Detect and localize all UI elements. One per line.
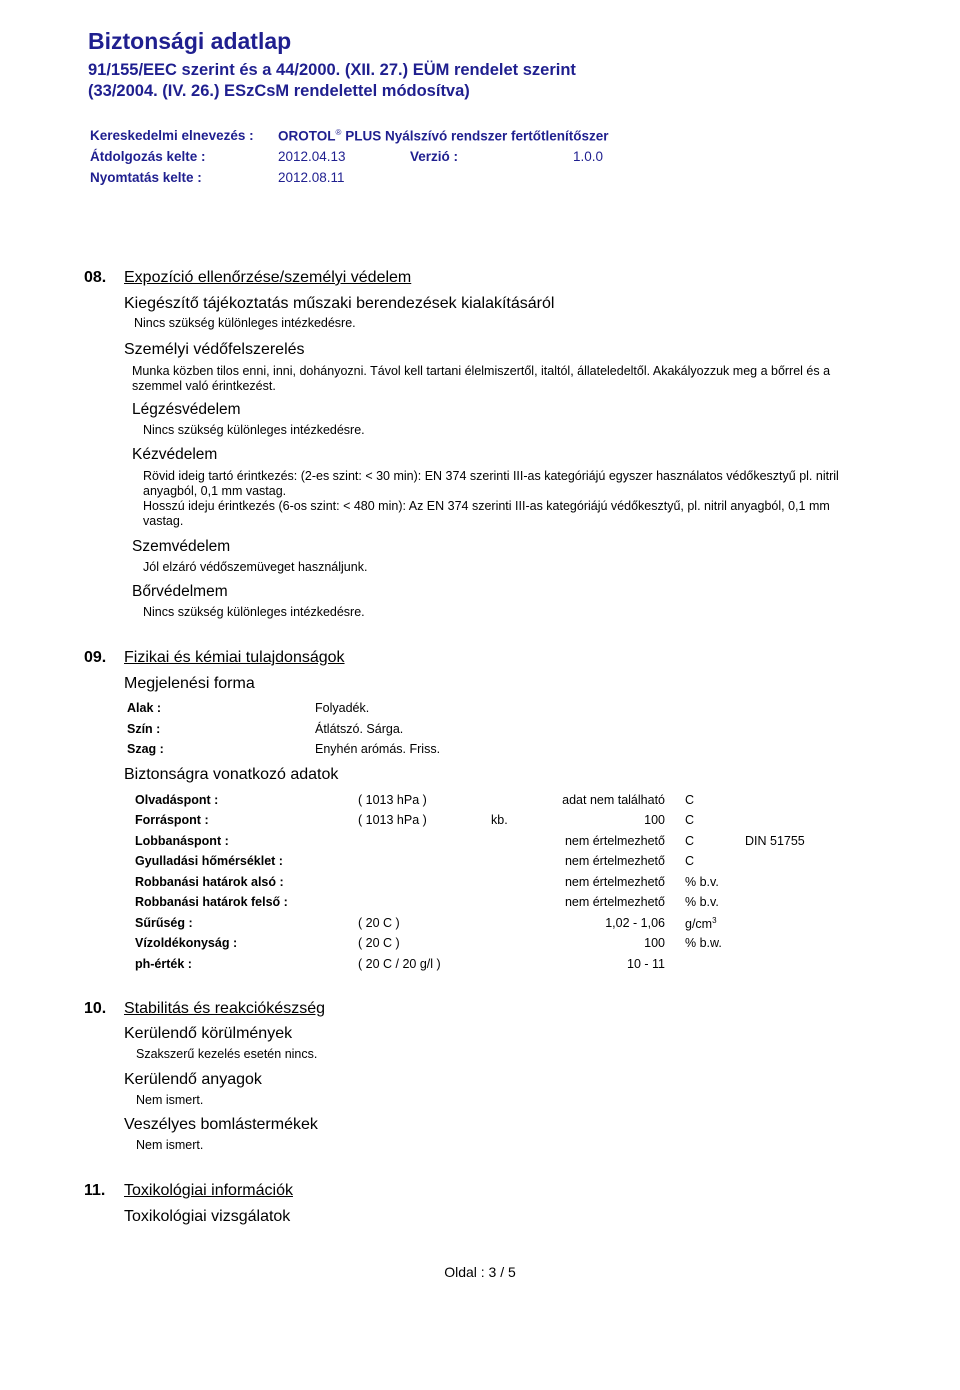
property-condition: ( 1013 hPa ) bbox=[358, 813, 427, 827]
color-label: Szín : bbox=[127, 722, 161, 736]
property-condition: ( 20 C ) bbox=[358, 916, 400, 930]
respiratory-heading: Légzésvédelem bbox=[132, 401, 241, 418]
trade-name-part2: PLUS Nyálszívó rendszer fertőtlenítőszer bbox=[345, 128, 609, 144]
engineering-text: Nincs szükség különleges intézkedésre. bbox=[134, 316, 356, 330]
conditions-text: Szakszerű kezelés esetén nincs. bbox=[136, 1047, 318, 1061]
print-date-label: Nyomtatás kelte : bbox=[90, 170, 202, 185]
engineering-heading: Kiegészítő tájékoztatás műszaki berendezések kialakításáról bbox=[124, 295, 555, 312]
regulation-line-1: 91/155/EEC szerint és a 44/2000. (XII. 27.) EÜM rendelet szerint bbox=[88, 61, 576, 79]
property-unit: % b.w. bbox=[685, 936, 722, 950]
page-separator: / bbox=[500, 1264, 505, 1280]
trade-name-part1: OROTOL bbox=[278, 128, 336, 144]
hand-text-short: Rövid ideig tartó érintkezés: (2-es szint: < 30 min): EN 374 szerinti III-as kategóriájú egyszer használatos védőkesztyű pl. nitril anyagból, 0,1 mm vastag. bbox=[143, 469, 839, 498]
color-value: Átlátszó. Sárga. bbox=[315, 722, 404, 736]
density-unit: g/cm bbox=[685, 917, 713, 932]
property-label: Sűrűség : bbox=[135, 916, 193, 930]
document-title: Biztonsági adatlap bbox=[88, 28, 292, 54]
property-unit: C bbox=[685, 834, 695, 848]
form-label: Alak : bbox=[127, 701, 162, 715]
property-value: 1,02 - 1,06 bbox=[605, 916, 665, 930]
eye-text: Jól elzáró védőszemüveget használjunk. bbox=[143, 560, 368, 574]
section-10-title: Stabilitás és reakciókészség bbox=[124, 1000, 325, 1017]
property-label: ph-érték : bbox=[135, 957, 192, 971]
property-value: adat nem található bbox=[562, 793, 665, 807]
materials-heading: Kerülendő anyagok bbox=[124, 1071, 262, 1088]
materials-text: Nem ismert. bbox=[136, 1093, 204, 1107]
trade-name-value bbox=[278, 128, 609, 144]
property-condition: ( 20 C ) bbox=[358, 936, 400, 950]
revision-date-value: 2012.04.13 bbox=[278, 149, 346, 164]
registered-mark: ® bbox=[335, 128, 342, 137]
page-footer bbox=[0, 1264, 960, 1280]
print-date-value: 2012.08.11 bbox=[278, 170, 345, 185]
decomposition-text: Nem ismert. bbox=[136, 1138, 204, 1152]
page-total: 5 bbox=[508, 1264, 516, 1280]
property-label: Robbanási határok alsó : bbox=[135, 875, 284, 889]
section-09-title: Fizikai és kémiai tulajdonságok bbox=[124, 649, 345, 666]
property-value: 100 bbox=[644, 813, 665, 827]
property-method: DIN 51755 bbox=[745, 834, 805, 848]
section-11-number: 11. bbox=[84, 1182, 106, 1199]
property-label: Vízoldékonyság : bbox=[135, 936, 238, 950]
revision-date-label: Átdolgozás kelte : bbox=[90, 149, 206, 164]
property-unit bbox=[685, 916, 717, 931]
property-value: 100 bbox=[644, 936, 665, 950]
section-11-title: Toxikológiai információk bbox=[124, 1182, 293, 1199]
hand-heading: Kézvédelem bbox=[132, 446, 218, 463]
section-08-title: Expozíció ellenőrzése/személyi védelem bbox=[124, 269, 412, 286]
property-unit: C bbox=[685, 813, 695, 827]
conditions-heading: Kerülendő körülmények bbox=[124, 1025, 293, 1042]
section-08-number: 08. bbox=[84, 269, 107, 286]
page-current: 3 bbox=[488, 1264, 497, 1280]
property-value: nem értelmezhető bbox=[564, 895, 665, 909]
decomposition-heading: Veszélyes bomlástermékek bbox=[124, 1116, 318, 1133]
property-label: Lobbanáspont : bbox=[135, 834, 229, 848]
version-label: Verzió : bbox=[410, 149, 459, 164]
property-value: nem értelmezhető bbox=[564, 834, 665, 848]
regulation-line-2: (33/2004. (IV. 26.) ESzCsM rendelettel módosítva) bbox=[88, 82, 470, 100]
property-label: Gyulladási hőmérséklet : bbox=[135, 854, 283, 868]
form-value: Folyadék. bbox=[315, 701, 370, 715]
appearance-heading: Megjelenési forma bbox=[124, 675, 255, 692]
ppe-text: Munka közben tilos enni, inni, dohányozni. Távol kell tartani élelmiszertől, italtól, állateledeltől. Akakályozzuk meg a bőrrel és a szemmel való érintkezést. bbox=[132, 364, 831, 393]
property-unit: % b.v. bbox=[685, 895, 719, 909]
eye-heading: Szemvédelem bbox=[132, 538, 231, 555]
property-value: 10 - 11 bbox=[627, 957, 665, 971]
property-value: nem értelmezhető bbox=[564, 875, 665, 889]
density-unit-exponent: 3 bbox=[712, 916, 717, 925]
skin-heading: Bőrvédelmem bbox=[132, 583, 228, 600]
property-condition: ( 1013 hPa ) bbox=[358, 793, 427, 807]
section-10-number: 10. bbox=[84, 1000, 107, 1017]
safety-data-heading: Biztonságra vonatkozó adatok bbox=[124, 766, 339, 783]
property-unit: C bbox=[685, 793, 695, 807]
property-condition: ( 20 C / 20 g/l ) bbox=[358, 957, 441, 971]
section-09-number: 09. bbox=[84, 649, 107, 666]
property-label: Robbanási határok felső : bbox=[135, 895, 288, 909]
property-value: nem értelmezhető bbox=[564, 854, 665, 868]
property-unit: C bbox=[685, 854, 695, 868]
respiratory-text: Nincs szükség különleges intézkedésre. bbox=[143, 423, 365, 437]
skin-text: Nincs szükség különleges intézkedésre. bbox=[143, 605, 365, 619]
page-label: Oldal : bbox=[444, 1264, 485, 1280]
odor-value: Enyhén arómás. Friss. bbox=[315, 742, 441, 756]
property-label: Olvadáspont : bbox=[135, 793, 219, 807]
property-label: Forráspont : bbox=[135, 813, 209, 827]
hand-text-long: Hosszú ideju érintkezés (6-os szint: < 480 min): Az EN 374 szerinti III-as kategóriájú védőkesztyű, pl. nitril anyagból, 0,1 mm vastag. bbox=[143, 499, 830, 528]
odor-label: Szag : bbox=[127, 742, 164, 756]
tox-tests-heading: Toxikológiai vizsgálatok bbox=[124, 1208, 291, 1225]
version-value: 1.0.0 bbox=[573, 149, 604, 164]
ppe-heading: Személyi védőfelszerelés bbox=[124, 341, 305, 358]
trade-name-label: Kereskedelmi elnevezés : bbox=[90, 128, 254, 143]
property-qualifier: kb. bbox=[491, 813, 508, 827]
property-unit: % b.v. bbox=[685, 875, 719, 889]
